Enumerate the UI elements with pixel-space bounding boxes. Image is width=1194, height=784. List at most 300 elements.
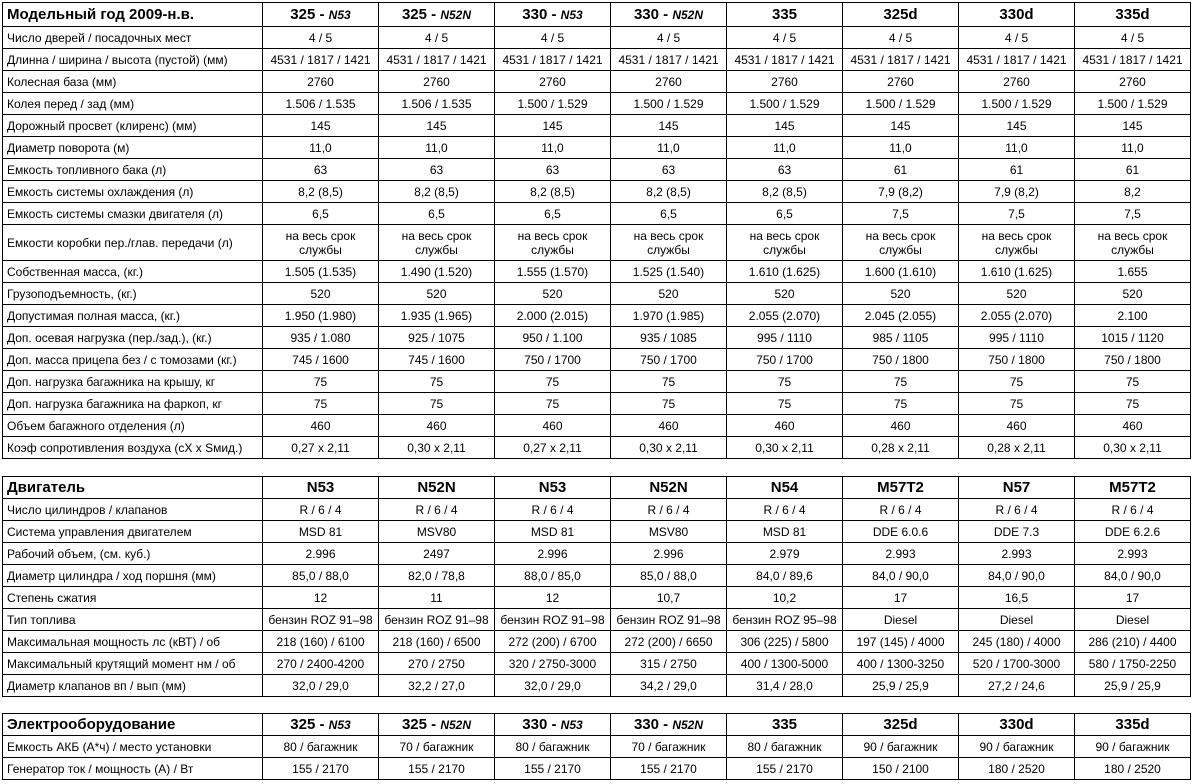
table-cell: 306 (225) / 5800	[727, 631, 843, 653]
table-row	[3, 283, 1191, 305]
row-label: Максимальный крутящий момент нм / об	[3, 653, 263, 675]
table-cell: DDE 7.3	[959, 521, 1075, 543]
table-cell: DDE 6.2.6	[1075, 521, 1191, 543]
table-row	[3, 587, 1191, 609]
table-cell: 75	[495, 393, 611, 415]
table-cell: 75	[727, 393, 843, 415]
table-row	[3, 203, 1191, 225]
table-row	[3, 261, 1191, 283]
dimensions-table	[2, 2, 1191, 459]
cell-line-2: службы	[531, 242, 574, 257]
model-header: 330 - N53	[495, 3, 611, 27]
table-cell: 4 / 5	[611, 27, 727, 49]
table-cell: 11,0	[959, 137, 1075, 159]
engine-code-header: N52N	[611, 477, 727, 499]
table-cell: 272 (200) / 6650	[611, 631, 727, 653]
row-label: Грузоподъемность, (кг.)	[3, 283, 263, 305]
table-cell: 0,27 x 2,11	[495, 437, 611, 459]
table-cell: 11,0	[727, 137, 843, 159]
table-cell: 0,28 x 2,11	[959, 437, 1075, 459]
table-cell: 197 (145) / 4000	[843, 631, 959, 653]
table-cell: 2.996	[263, 543, 379, 565]
table-cell: 155 / 2170	[495, 758, 611, 780]
table-cell: 4 / 5	[263, 27, 379, 49]
table-cell: 34,2 / 29,0	[611, 675, 727, 697]
table-row	[3, 115, 1191, 137]
row-label: Доп. нагрузка багажника на фаркоп, кг	[3, 393, 263, 415]
table-cell: 2.996	[495, 543, 611, 565]
table-cell: 75	[495, 371, 611, 393]
row-label: Диаметр цилиндра / ход поршня (мм)	[3, 565, 263, 587]
table-cell: 75	[1075, 393, 1191, 415]
table-cell: 1.506 / 1.535	[379, 93, 495, 115]
table-cell: 8,2 (8,5)	[727, 181, 843, 203]
engine-code-header: N52N	[379, 477, 495, 499]
table-cell: 11,0	[263, 137, 379, 159]
model-header: 325d	[843, 3, 959, 27]
cell-line-1: на весь срок	[865, 228, 936, 243]
table-cell: 6,5	[263, 203, 379, 225]
table-cell: бензин ROZ 91–98	[263, 609, 379, 631]
table-cell: 4 / 5	[959, 27, 1075, 49]
table-cell	[959, 225, 1075, 261]
table-cell: 75	[263, 371, 379, 393]
table-row	[3, 437, 1191, 459]
table-cell: 2.993	[1075, 543, 1191, 565]
table-cell: 4531 / 1817 / 1421	[843, 49, 959, 71]
table-cell: 11	[379, 587, 495, 609]
table-cell: 90 / багажник	[843, 736, 959, 758]
table-cell: 11,0	[843, 137, 959, 159]
table-cell	[843, 225, 959, 261]
table-cell: 1.490 (1.520)	[379, 261, 495, 283]
table-cell: 32,0 / 29,0	[495, 675, 611, 697]
table-cell: 1.500 / 1.529	[727, 93, 843, 115]
table-cell: 520	[959, 283, 1075, 305]
table-cell	[263, 225, 379, 261]
row-label: Емкость системы охлаждения (л)	[3, 181, 263, 203]
table-cell: 270 / 2750	[379, 653, 495, 675]
engine-table	[2, 476, 1191, 697]
table-cell: 1.500 / 1.529	[959, 93, 1075, 115]
table-cell: 145	[1075, 115, 1191, 137]
row-label: Собственная масса, (кг.)	[3, 261, 263, 283]
cell-line-2: службы	[1111, 242, 1154, 257]
row-label: Коэф сопротивления воздуха (cX x Sмид.)	[3, 437, 263, 459]
table-cell: 520	[843, 283, 959, 305]
table-cell: 63	[495, 159, 611, 181]
row-label: Колея перед / зад (мм)	[3, 93, 263, 115]
table-cell: 75	[727, 371, 843, 393]
table-cell: 12	[263, 587, 379, 609]
cell-line-2: службы	[995, 242, 1038, 257]
table-cell: 750 / 1700	[495, 349, 611, 371]
table-cell: 935 / 1.080	[263, 327, 379, 349]
table-cell: 460	[611, 415, 727, 437]
row-label: Емкости коробки пер./глав. передачи (л)	[3, 225, 263, 261]
table-cell: 7,9 (8,2)	[843, 181, 959, 203]
table-cell: 11,0	[611, 137, 727, 159]
table-cell: 80 / багажник	[727, 736, 843, 758]
table-cell: 1.505 (1.535)	[263, 261, 379, 283]
table-cell: Diesel	[843, 609, 959, 631]
table-cell: 1.610 (1.625)	[727, 261, 843, 283]
row-label: Доп. нагрузка багажника на крышу, кг	[3, 371, 263, 393]
table-cell	[611, 225, 727, 261]
electrical-header-row	[3, 714, 1191, 736]
row-label: Допустимая полная масса, (кг.)	[3, 305, 263, 327]
table-cell: 745 / 1600	[263, 349, 379, 371]
table-cell: 0,27 x 2,11	[263, 437, 379, 459]
row-label: Объем багажного отделения (л)	[3, 415, 263, 437]
table-cell: 90 / багажник	[959, 736, 1075, 758]
table-row	[3, 371, 1191, 393]
table-cell: 8,2 (8,5)	[263, 181, 379, 203]
table-cell: 520	[495, 283, 611, 305]
table-cell: MSD 81	[727, 521, 843, 543]
table-cell: 0,28 x 2,11	[843, 437, 959, 459]
model-header: 330 - N52N	[611, 714, 727, 736]
table-cell: 400 / 1300-5000	[727, 653, 843, 675]
table-cell: 88,0 / 85,0	[495, 565, 611, 587]
table-cell: R / 6 / 4	[727, 499, 843, 521]
table-cell: 17	[843, 587, 959, 609]
table-cell: 61	[1075, 159, 1191, 181]
model-header: 330 - N52N	[611, 3, 727, 27]
table-row	[3, 758, 1191, 780]
table-cell: 520	[263, 283, 379, 305]
table-cell: 80 / багажник	[495, 736, 611, 758]
table-cell: 950 / 1.100	[495, 327, 611, 349]
table-cell: 1.555 (1.570)	[495, 261, 611, 283]
table-cell: 17	[1075, 587, 1191, 609]
table-cell: 12	[495, 587, 611, 609]
table-cell: 4531 / 1817 / 1421	[1075, 49, 1191, 71]
table-cell: 8,2	[1075, 181, 1191, 203]
table-row	[3, 71, 1191, 93]
table-cell: 460	[379, 415, 495, 437]
table-cell: 580 / 1750-2250	[1075, 653, 1191, 675]
row-label: Генератор ток / мощность (А) / Вт	[3, 758, 263, 780]
table-cell: 145	[727, 115, 843, 137]
row-label: Доп. осевая нагрузка (пер./зад.), (кг.)	[3, 327, 263, 349]
table-cell: 520	[727, 283, 843, 305]
table-cell: 286 (210) / 4400	[1075, 631, 1191, 653]
table-cell: 25,9 / 25,9	[1075, 675, 1191, 697]
table-cell: 63	[727, 159, 843, 181]
table-cell: 460	[1075, 415, 1191, 437]
engine-code-header: M57T2	[1075, 477, 1191, 499]
table-cell: 750 / 1800	[959, 349, 1075, 371]
table-cell: 155 / 2170	[263, 758, 379, 780]
table-cell: 84,0 / 90,0	[843, 565, 959, 587]
table-cell: 2.055 (2.070)	[959, 305, 1075, 327]
table-cell: 4 / 5	[843, 27, 959, 49]
table-row	[3, 27, 1191, 49]
table-cell: 460	[959, 415, 1075, 437]
model-header: 335d	[1075, 714, 1191, 736]
table-cell: 145	[611, 115, 727, 137]
table-cell: 270 / 2400-4200	[263, 653, 379, 675]
table-cell: 520 / 1700-3000	[959, 653, 1075, 675]
table-cell: 750 / 1800	[843, 349, 959, 371]
table-cell: 4531 / 1817 / 1421	[727, 49, 843, 71]
engine-code-header: N54	[727, 477, 843, 499]
table-cell: 750 / 1700	[727, 349, 843, 371]
table-cell: 460	[495, 415, 611, 437]
table-cell: 2760	[379, 71, 495, 93]
table-cell: 6,5	[611, 203, 727, 225]
table-cell: Diesel	[959, 609, 1075, 631]
table-cell: 0,30 x 2,11	[611, 437, 727, 459]
table-cell: 2760	[727, 71, 843, 93]
model-header: 325 - N53	[263, 3, 379, 27]
dimensions-header-row	[3, 3, 1191, 27]
table-cell: 2760	[495, 71, 611, 93]
table-cell: 0,30 x 2,11	[379, 437, 495, 459]
table-row	[3, 49, 1191, 71]
table-cell: 2760	[959, 71, 1075, 93]
row-label: Число цилиндров / клапанов	[3, 499, 263, 521]
table-cell: 7,5	[1075, 203, 1191, 225]
table-cell: 2760	[611, 71, 727, 93]
table-row	[3, 543, 1191, 565]
table-cell: 75	[611, 393, 727, 415]
table-cell: R / 6 / 4	[611, 499, 727, 521]
table-cell: 1.506 / 1.535	[263, 93, 379, 115]
table-cell: 0,30 x 2,11	[1075, 437, 1191, 459]
row-label: Дорожный просвет (клиренс) (мм)	[3, 115, 263, 137]
table-cell: 155 / 2170	[379, 758, 495, 780]
cell-line-1: на весь срок	[285, 228, 356, 243]
table-cell: 320 / 2750-3000	[495, 653, 611, 675]
table-cell: 75	[263, 393, 379, 415]
table-row	[3, 349, 1191, 371]
table-cell: 520	[611, 283, 727, 305]
table-cell: 520	[1075, 283, 1191, 305]
cell-line-1: на весь срок	[749, 228, 820, 243]
table-cell: 985 / 1105	[843, 327, 959, 349]
table-cell: 245 (180) / 4000	[959, 631, 1075, 653]
table-cell: 7,5	[959, 203, 1075, 225]
cell-line-2: службы	[647, 242, 690, 257]
row-label: Длинна / ширина / высота (пустой) (мм)	[3, 49, 263, 71]
table-cell: 2.045 (2.055)	[843, 305, 959, 327]
row-label: Тип топлива	[3, 609, 263, 631]
table-cell: 6,5	[727, 203, 843, 225]
table-cell: 75	[843, 371, 959, 393]
engine-code-header: M57T2	[843, 477, 959, 499]
table-cell: 16,5	[959, 587, 1075, 609]
table-cell: 2.993	[843, 543, 959, 565]
table-cell: 4531 / 1817 / 1421	[263, 49, 379, 71]
table-cell: 2497	[379, 543, 495, 565]
table-cell: MSD 81	[263, 521, 379, 543]
table-cell: 4531 / 1817 / 1421	[495, 49, 611, 71]
table-cell: 4 / 5	[379, 27, 495, 49]
table-cell: 1.500 / 1.529	[1075, 93, 1191, 115]
table-cell	[727, 225, 843, 261]
table-cell: 520	[379, 283, 495, 305]
row-label: Емкость топливного бака (л)	[3, 159, 263, 181]
table-cell: 315 / 2750	[611, 653, 727, 675]
electrical-table	[2, 713, 1191, 780]
table-cell: 1.525 (1.540)	[611, 261, 727, 283]
table-cell: 75	[1075, 371, 1191, 393]
table-cell: 145	[959, 115, 1075, 137]
table-cell: 2.100	[1075, 305, 1191, 327]
row-label: Диаметр клапанов вп / вып (мм)	[3, 675, 263, 697]
table-cell: 400 / 1300-3250	[843, 653, 959, 675]
table-cell: 155 / 2170	[727, 758, 843, 780]
table-cell: 11,0	[495, 137, 611, 159]
table-cell: 218 (160) / 6500	[379, 631, 495, 653]
engine-code-header: N53	[495, 477, 611, 499]
table-cell: 8,2 (8,5)	[379, 181, 495, 203]
table-cell: R / 6 / 4	[959, 499, 1075, 521]
table-cell: 11,0	[1075, 137, 1191, 159]
table-cell: 8,2 (8,5)	[611, 181, 727, 203]
table-cell: 1015 / 1120	[1075, 327, 1191, 349]
table-cell: 4 / 5	[495, 27, 611, 49]
model-header: 330d	[959, 3, 1075, 27]
table-cell: 1.655	[1075, 261, 1191, 283]
cell-line-2: службы	[415, 242, 458, 257]
model-header: 330 - N53	[495, 714, 611, 736]
table-cell: 150 / 2100	[843, 758, 959, 780]
model-header: 335d	[1075, 3, 1191, 27]
row-label: Рабочий объем, (см. куб.)	[3, 543, 263, 565]
table-cell: бензин ROZ 91–98	[611, 609, 727, 631]
cell-line-2: службы	[299, 242, 342, 257]
table-cell: 2.000 (2.015)	[495, 305, 611, 327]
table-cell: 84,0 / 89,6	[727, 565, 843, 587]
row-label: Емкость системы смазки двигателя (л)	[3, 203, 263, 225]
table-cell: 1.970 (1.985)	[611, 305, 727, 327]
table-cell: R / 6 / 4	[843, 499, 959, 521]
table-cell: 75	[379, 393, 495, 415]
table-cell: 90 / багажник	[1075, 736, 1191, 758]
table-cell	[495, 225, 611, 261]
table-row	[3, 631, 1191, 653]
table-cell: 218 (160) / 6100	[263, 631, 379, 653]
table-cell: 155 / 2170	[611, 758, 727, 780]
model-header: 335	[727, 714, 843, 736]
table-cell: 75	[379, 371, 495, 393]
electrical-header-label: Электрооборудование	[3, 714, 263, 736]
table-cell: 2760	[263, 71, 379, 93]
table-cell: 25,9 / 25,9	[843, 675, 959, 697]
table-row	[3, 609, 1191, 631]
table-cell: 460	[843, 415, 959, 437]
row-label: Максимальная мощность лс (кВТ) / об	[3, 631, 263, 653]
table-cell: 750 / 1800	[1075, 349, 1191, 371]
table-cell: бензин ROZ 91–98	[379, 609, 495, 631]
table-cell: 27,2 / 24,6	[959, 675, 1075, 697]
table-cell: 61	[843, 159, 959, 181]
table-cell: 180 / 2520	[1075, 758, 1191, 780]
table-cell: 1.935 (1.965)	[379, 305, 495, 327]
table-cell: 750 / 1700	[611, 349, 727, 371]
table-cell: 6,5	[495, 203, 611, 225]
table-cell: 80 / багажник	[263, 736, 379, 758]
table-cell: 7,9 (8,2)	[959, 181, 1075, 203]
table-cell: 145	[379, 115, 495, 137]
table-cell	[379, 225, 495, 261]
engine-header-row	[3, 477, 1191, 499]
table-cell: 995 / 1110	[959, 327, 1075, 349]
table-row	[3, 736, 1191, 758]
table-cell: 460	[263, 415, 379, 437]
table-cell: 935 / 1085	[611, 327, 727, 349]
table-cell: 85,0 / 88,0	[263, 565, 379, 587]
table-cell: MSV80	[379, 521, 495, 543]
row-label: Емкость АКБ (А*ч) / место установки	[3, 736, 263, 758]
table-row	[3, 159, 1191, 181]
table-cell: 6,5	[379, 203, 495, 225]
table-cell: 75	[959, 371, 1075, 393]
row-label: Доп. масса прицепа без / с томозами (кг.)	[3, 349, 263, 371]
table-cell: 85,0 / 88,0	[611, 565, 727, 587]
table-cell: MSD 81	[495, 521, 611, 543]
engine-code-header: N53	[263, 477, 379, 499]
table-cell: 180 / 2520	[959, 758, 1075, 780]
table-row	[3, 181, 1191, 203]
engine-code-header: N57	[959, 477, 1075, 499]
table-cell: DDE 6.0.6	[843, 521, 959, 543]
table-cell: 63	[611, 159, 727, 181]
row-label: Степень сжатия	[3, 587, 263, 609]
table-cell: 1.610 (1.625)	[959, 261, 1075, 283]
table-cell: 2.996	[611, 543, 727, 565]
table-cell: 4 / 5	[1075, 27, 1191, 49]
table-row	[3, 305, 1191, 327]
table-row	[3, 521, 1191, 543]
model-header: 325 - N53	[263, 714, 379, 736]
table-cell: 63	[263, 159, 379, 181]
table-cell: 31,4 / 28,0	[727, 675, 843, 697]
table-cell: 4 / 5	[727, 27, 843, 49]
table-cell: 4531 / 1817 / 1421	[379, 49, 495, 71]
table-row	[3, 675, 1191, 697]
table-cell: 75	[959, 393, 1075, 415]
table-cell: 460	[727, 415, 843, 437]
table-cell: 0,30 x 2,11	[727, 437, 843, 459]
table-cell: 272 (200) / 6700	[495, 631, 611, 653]
table-row	[3, 499, 1191, 521]
table-row	[3, 415, 1191, 437]
table-cell: R / 6 / 4	[379, 499, 495, 521]
cell-line-1: на весь срок	[517, 228, 588, 243]
table-cell: 145	[495, 115, 611, 137]
table-cell: 8,2 (8,5)	[495, 181, 611, 203]
table-cell: 2760	[1075, 71, 1191, 93]
table-row	[3, 327, 1191, 349]
table-cell: 63	[379, 159, 495, 181]
table-cell: 82,0 / 78,8	[379, 565, 495, 587]
table-cell: 7,5	[843, 203, 959, 225]
cell-line-1: на весь срок	[1097, 228, 1168, 243]
model-header: 325 - N52N	[379, 3, 495, 27]
table-cell: R / 6 / 4	[1075, 499, 1191, 521]
table-cell: 2.979	[727, 543, 843, 565]
table-cell: 1.500 / 1.529	[611, 93, 727, 115]
cell-line-2: службы	[879, 242, 922, 257]
table-cell: 32,0 / 29,0	[263, 675, 379, 697]
table-cell: 145	[263, 115, 379, 137]
model-header: 335	[727, 3, 843, 27]
dimensions-header-label: Модельный год 2009-н.в.	[3, 3, 263, 27]
